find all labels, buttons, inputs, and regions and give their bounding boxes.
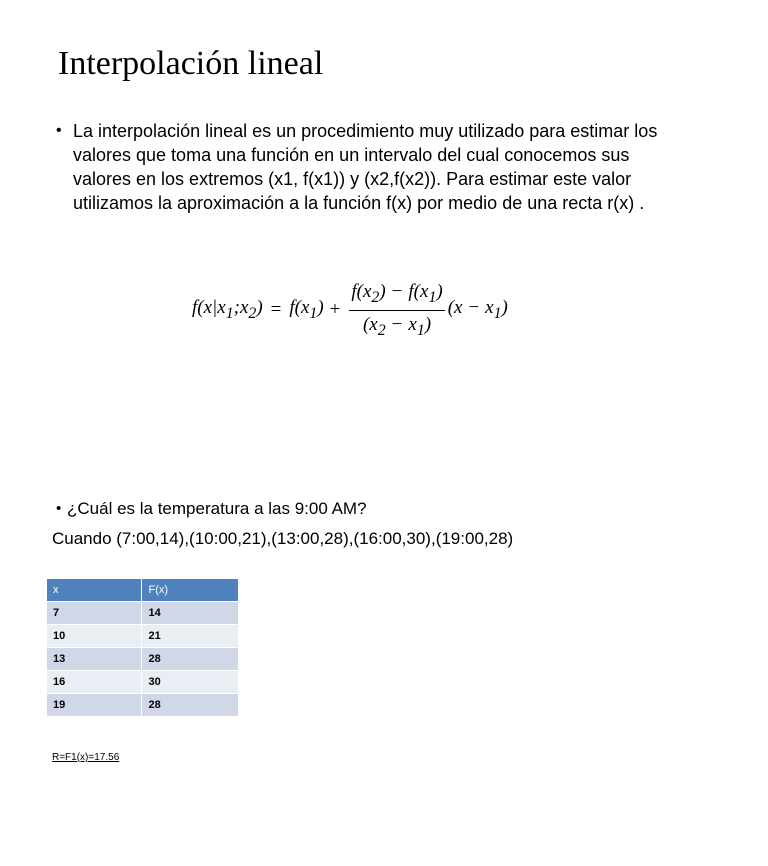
table-row: [47, 602, 239, 625]
intro-bullet: [56, 119, 686, 215]
bullet-icon: •: [56, 122, 62, 139]
table-cell: 13: [47, 648, 142, 671]
formula-numerator: $f(x_2) - f(x_1)$: [349, 281, 444, 311]
table-row: [47, 648, 239, 671]
formula-plus: +: [329, 299, 341, 321]
page-title: Interpolación lineal: [58, 45, 324, 82]
table-row: [47, 671, 239, 694]
column-header-fx: F(x): [142, 579, 239, 602]
table-cell: 30: [142, 671, 239, 694]
table-row: [47, 694, 239, 717]
table-cell: 21: [142, 625, 239, 648]
table-cell: 28: [142, 648, 239, 671]
table-cell: 16: [47, 671, 142, 694]
table-row: [47, 625, 239, 648]
table-cell: 7: [47, 602, 142, 625]
bullet-icon: •: [56, 500, 62, 517]
intro-text: La interpolación lineal es un procedimiento muy utilizado para estimar los valores que toma una función en un intervalo del cual conocemos sus valores en los extremos (x1, f(x1)) y (x2,f(x2)). Para estimar este valor utilizamos la aproximación a la función f(x) por medio de una recta r(x) .: [73, 121, 658, 213]
formula-denominator: $(x_2 - x_1)$: [362, 313, 432, 339]
column-header-x: x: [47, 579, 142, 602]
formula-lhs: $f(x|x_1;x_2)$: [192, 297, 263, 323]
result-text: R=F1(x)=17.56: [52, 752, 120, 763]
table-cell: 28: [142, 694, 239, 717]
formula-fraction: [349, 281, 444, 340]
table-cell: 19: [47, 694, 142, 717]
table-cell: 10: [47, 625, 142, 648]
question-bullet: [56, 497, 367, 521]
table-cell: 14: [142, 602, 239, 625]
formula-f-x1: $f(x_1)$: [289, 297, 324, 323]
question-text: ¿Cuál es la temperatura a las 9:00 AM?: [67, 499, 367, 518]
formula-equals: =: [270, 299, 282, 321]
data-points-text: Cuando (7:00,14),(10:00,21),(13:00,28),(16:00,30),(19:00,28): [52, 529, 514, 548]
data-table: [46, 578, 239, 717]
table-header-row: [47, 579, 239, 602]
formula-tail: $(x - x_1)$: [447, 297, 508, 323]
interpolation-formula: [192, 281, 508, 340]
